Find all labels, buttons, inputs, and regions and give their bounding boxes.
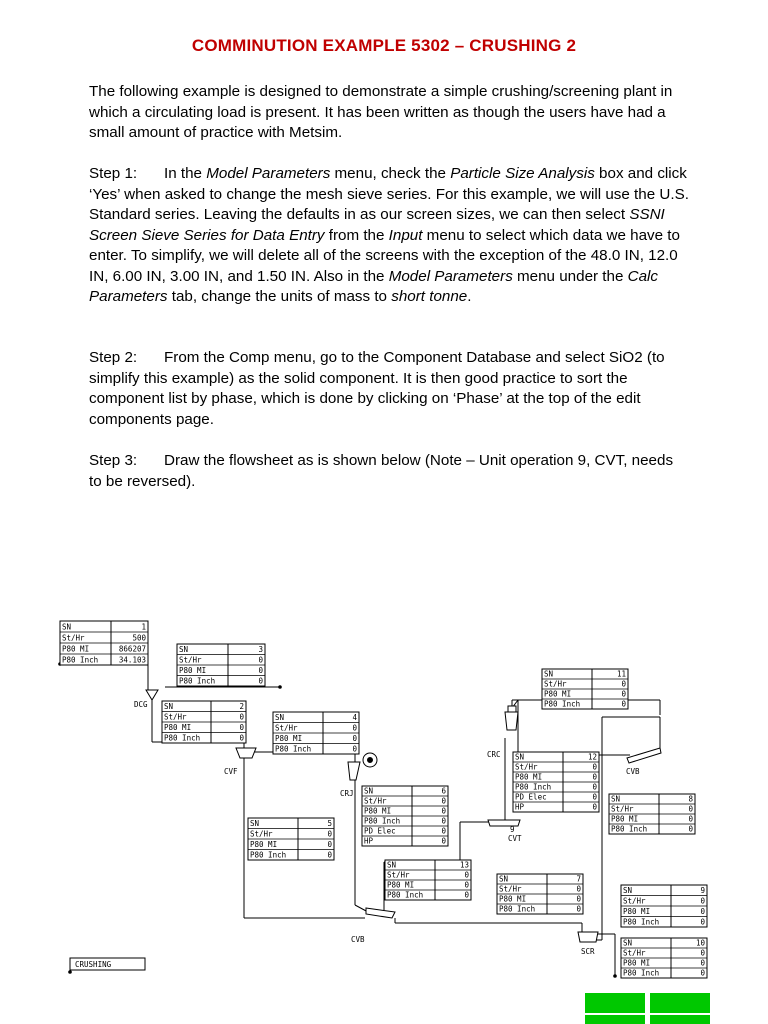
status-block-green (585, 1015, 645, 1024)
cone-crusher-icon (505, 712, 518, 730)
stream-table-label: P80 MI (623, 958, 651, 968)
stream-table-value: 11 (616, 669, 626, 679)
stream-table-label: P80 Inch (164, 733, 201, 743)
unit-label-cvb-top: CVB (626, 767, 640, 776)
stream-table-value: 0 (592, 782, 597, 792)
stream-table-label: SN (164, 702, 174, 711)
stream-tables (60, 621, 707, 978)
step1-emphasis: Calc Parameters (89, 267, 659, 305)
stream-table-label: St/Hr (515, 762, 538, 772)
unit-label-cvf: CVF (224, 767, 238, 776)
stream-table-label: P80 MI (179, 666, 207, 675)
belt-conveyor-top-icon (627, 748, 661, 763)
stream-table-label: SN (364, 786, 374, 796)
stream-table-value: 0 (352, 734, 357, 743)
stream-table-value: 0 (327, 840, 332, 849)
step1-emphasis: Particle Size Analysis (450, 165, 595, 182)
step2-label: Step 2: (89, 349, 138, 366)
stream-table-label: St/Hr (623, 948, 646, 958)
stream-table-value: 0 (352, 723, 357, 733)
stream-table-value: 1 (141, 622, 146, 632)
stream-table (60, 621, 148, 665)
stream-table-value: 0 (441, 836, 446, 846)
stream-table-value: 0 (352, 744, 357, 754)
stream-table-label: St/Hr (364, 796, 387, 806)
status-block-green (650, 993, 710, 1013)
stream-table-label: St/Hr (275, 723, 298, 733)
stream-table-value: 0 (700, 948, 705, 958)
stream-table-value: 10 (695, 938, 705, 948)
stream-table-value: 0 (239, 733, 244, 743)
stream-table-label: P80 Inch (515, 782, 552, 792)
stream-table-value: 0 (258, 666, 263, 675)
stream-table-value: 13 (459, 860, 469, 870)
stream-table-label: St/Hr (499, 884, 522, 894)
step1-text: from the (324, 226, 389, 244)
step1-emphasis: short tonne (391, 288, 468, 305)
crushing-section-label: CRUSHING (75, 960, 112, 969)
stream-table-value: 0 (688, 804, 693, 814)
stream-table-label: SN (515, 752, 525, 762)
stream-table-label: HP (515, 802, 525, 812)
stream-table-value: 4 (352, 713, 357, 722)
stream-table-value: 0 (592, 792, 597, 802)
stream-table-value: 12 (587, 752, 597, 762)
stream-table-value: 0 (576, 884, 581, 894)
feeder-icon (236, 748, 256, 758)
stream-table-value: 9 (700, 886, 705, 895)
stream-table-value: 0 (576, 904, 581, 914)
stream-table-value: 0 (621, 689, 626, 699)
stream-table-label: P80 MI (515, 772, 543, 782)
stream-table-value: 0 (327, 850, 332, 860)
step1-text: menu to select which data we have to enter. To simplify, we will delete all of the screens with the exception of the 48.0 IN, 12.0 IN, 6.00 IN, 3.00 IN, and 1.50 IN. Also in the (89, 226, 680, 285)
stream-table-label: P80 MI (275, 734, 303, 743)
status-block-green (650, 1015, 710, 1024)
step1-emphasis: SSNI Screen Sieve Series for Data Entry (89, 206, 665, 244)
stream-table-label: PD Elec (515, 792, 547, 802)
stream-table-value: 0 (592, 802, 597, 812)
unit-label-cvt: CVT (508, 834, 522, 843)
stream-table-label: SN (623, 886, 633, 895)
unit-label-dcg: DCG (134, 700, 148, 709)
conveyor-transfer-icon (488, 820, 520, 826)
grizzly-icon (146, 690, 158, 700)
unit-label-crc: CRC (487, 750, 501, 759)
stream-table-label: SN (611, 794, 621, 804)
stream-table-value: 0 (441, 806, 446, 816)
stream-table-value: 0 (592, 762, 597, 772)
stream-table-value: 0 (441, 796, 446, 806)
stream-table-label: P80 Inch (62, 655, 99, 665)
stream-table (621, 938, 707, 978)
stream-table (162, 701, 246, 743)
stream-table-value: 0 (258, 676, 263, 686)
screen-icon (578, 932, 598, 942)
stream-table (248, 818, 334, 860)
step1-text: box and click ‘Yes’ when asked to change the mesh sieve series. For this example, we will use the U.S. Standard series. Leaving the defaults in as our screen sizes, we can then select (89, 165, 689, 223)
stream-table-label: P80 MI (387, 880, 415, 890)
stream-table-value: 2 (239, 702, 244, 711)
stream-table-value: 0 (576, 894, 581, 904)
status-block-green (585, 993, 645, 1013)
page-title: COMMINUTION EXAMPLE 5302 – CRUSHING 2 (191, 36, 577, 55)
flowsheet-diagram (0, 615, 768, 1024)
stream-table-value: 0 (700, 907, 705, 916)
stream-table-label: SN (250, 819, 260, 828)
stream-table-label: P80 Inch (623, 917, 660, 927)
stream-table-value: 0 (700, 896, 705, 906)
stream-table-value: 0 (592, 772, 597, 782)
step3-paragraph (89, 451, 689, 492)
stream-table (609, 794, 695, 834)
stream-table-value: 0 (621, 679, 626, 689)
stream-table-label: PD Elec (364, 826, 396, 836)
stream-table-value: 0 (464, 870, 469, 880)
stream-table-label: P80 Inch (364, 816, 401, 826)
stream-table-label: P80 MI (611, 814, 639, 824)
unit-label-scr: SCR (581, 947, 595, 956)
stream-table-label: SN (275, 713, 285, 722)
stream-table-label: SN (387, 860, 397, 870)
stream-table-label: SN (623, 938, 633, 948)
stream-table (177, 644, 265, 686)
stream-table-label: SN (179, 645, 189, 654)
stream-table (513, 752, 599, 812)
stream-table-label: P80 Inch (611, 824, 648, 834)
stream-table-value: 3 (258, 645, 263, 654)
stream-table-label: SN (62, 622, 72, 632)
stream-table-label: P80 Inch (179, 676, 216, 686)
stream-table-label: P80 Inch (387, 890, 424, 900)
unit-number-cvt: 9 (510, 825, 515, 834)
stream-table-label: SN (499, 874, 509, 884)
stream-table-value: 0 (258, 655, 263, 665)
step1-text: tab, change the units of mass to (167, 288, 392, 305)
stream-table-value: 0 (621, 699, 626, 709)
step3-text: Draw the flowsheet as is shown below (Note – Unit operation 9, CVT, needs to be reversed). (89, 452, 674, 490)
stream-table-label: P80 MI (250, 840, 278, 849)
stream-table-label: St/Hr (623, 896, 646, 906)
step1-paragraph (89, 164, 689, 308)
stream-table-label: St/Hr (611, 804, 634, 814)
stream-table-label: P80 Inch (544, 699, 581, 709)
stream-table (273, 712, 359, 754)
step1-emphasis: Model Parameters (388, 267, 513, 285)
stream-table (497, 874, 583, 914)
stream-table-value: 866207 (118, 644, 146, 654)
stream-table (362, 786, 448, 846)
stream-table-value: 7 (576, 874, 581, 884)
stream-table-label: P80 MI (623, 907, 651, 916)
stream-table-label: St/Hr (387, 870, 410, 880)
belt-conveyor-bottom-icon (366, 908, 395, 918)
unit-label-crj: CRJ (340, 789, 354, 798)
stream-table-value: 34.103 (118, 655, 146, 665)
cone-crusher-motor-icon (508, 706, 516, 712)
stream-table-label: P80 Inch (499, 904, 536, 914)
stream-table-label: HP (364, 836, 374, 846)
step1-emphasis: Model Parameters (206, 165, 331, 182)
step1-text: . (467, 288, 472, 305)
stream-table-label: SN (544, 669, 554, 679)
stream-table-value: 0 (700, 917, 705, 927)
stream-table-value: 0 (700, 968, 705, 978)
stream-table-value: 0 (239, 712, 244, 722)
stream-table-value: 0 (464, 890, 469, 900)
step1-text: menu, check the (330, 165, 451, 182)
stream-table-value: 0 (688, 814, 693, 824)
step1-label: Step 1: (89, 165, 138, 182)
stream-table-label: St/Hr (164, 712, 187, 722)
step2-text: From the Comp menu, go to the Component Database and select SiO2 (to simplify this example) as the solid component. It is then good practice to sort the component list by phase, which is done by clicking on ‘Phase’ at the top of the edit components page. (89, 349, 665, 428)
step2-paragraph (89, 348, 689, 430)
stream-table-label: P80 MI (544, 689, 572, 699)
flowsheet-connections (60, 664, 660, 976)
intro-paragraph: The following example is designed to demonstrate a simple crushing/screening plant in which a circulating load is present. It has been written as though the users have had a small amount of practice with Metsim. (89, 83, 673, 141)
stream-table-value: 0 (700, 958, 705, 968)
stream-table-value: 0 (688, 824, 693, 834)
stream-table (542, 669, 628, 709)
stream-table-label: P80 Inch (275, 744, 312, 754)
stream-table-label: P80 MI (499, 894, 527, 904)
stream-table-value: 0 (441, 826, 446, 836)
stream-table-label: St/Hr (179, 655, 202, 665)
stream-table-value: 0 (239, 723, 244, 732)
jaw-crusher-hopper-icon (348, 762, 360, 780)
stream-table-label: P80 Inch (250, 850, 287, 860)
stream-table (385, 860, 471, 900)
stream-table-label: P80 Inch (623, 968, 660, 978)
step1-emphasis: Input (388, 226, 423, 244)
stream-table-label: P80 MI (364, 806, 392, 816)
unit-label-cvb-bottom: CVB (351, 935, 365, 944)
stream-table-label: P80 MI (62, 644, 90, 654)
stream-table-value: 8 (688, 794, 693, 804)
stream-table-value: 6 (441, 786, 446, 796)
stream-table-value: 0 (327, 829, 332, 839)
step1-text: In the (164, 165, 207, 182)
step1-text: menu under the (512, 267, 628, 285)
stream-table-value: 0 (441, 816, 446, 826)
stream-table-label: P80 MI (164, 723, 192, 732)
step3-label: Step 3: (89, 452, 138, 469)
stream-table-value: 5 (327, 819, 332, 828)
stream-table-value: 0 (464, 880, 469, 890)
stream-table-label: St/Hr (544, 679, 567, 689)
stream-table-label: St/Hr (250, 829, 273, 839)
stream-table-value: 500 (132, 633, 146, 643)
stream-table (621, 885, 707, 927)
stream-table-label: St/Hr (62, 633, 85, 643)
